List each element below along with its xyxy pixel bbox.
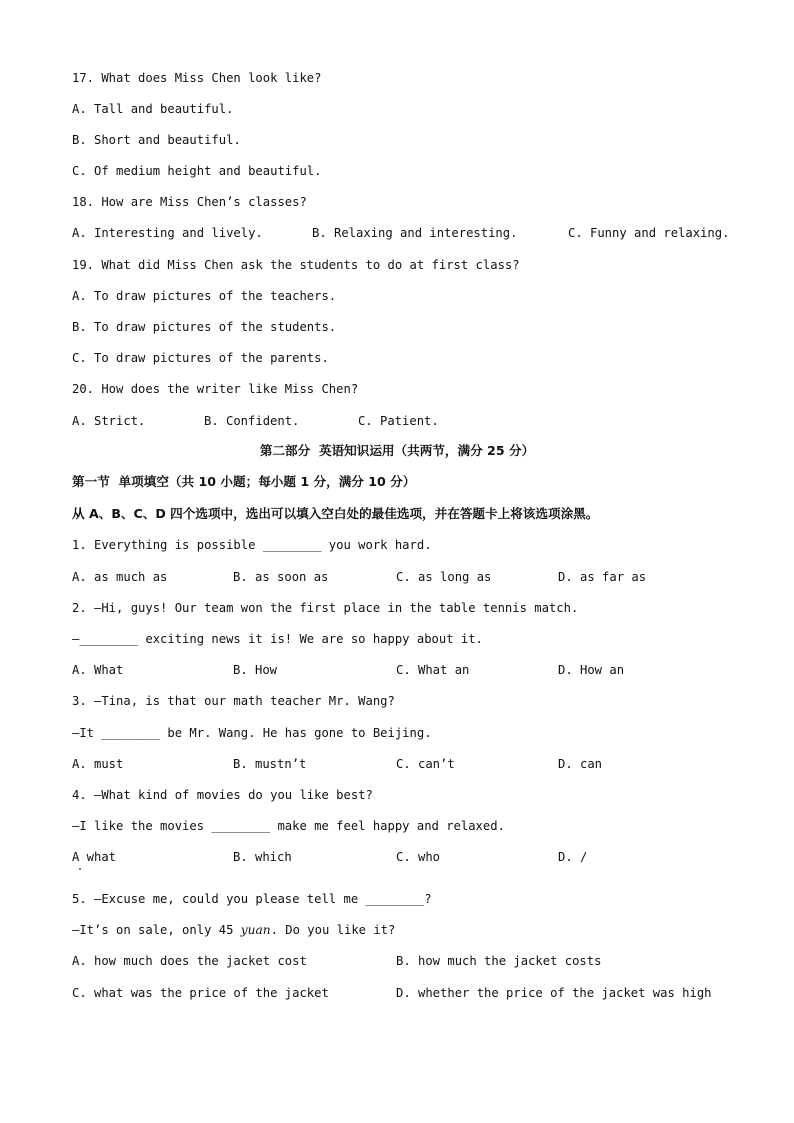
question-2-line-2: —________ exciting news it is! We are so happy about it. (72, 632, 483, 646)
question-4-option-b: B. which (233, 850, 292, 864)
question-20-option-b: B. Confident. (204, 414, 300, 428)
question-5-option-d: D. whether the price of the jacket was high (396, 986, 712, 1000)
question-3-line-2: —It ________ be Mr. Wang. He has gone to Beijing. (72, 726, 432, 740)
question-3-option-d: D. can (558, 757, 603, 771)
question-4-option-d: D. / (558, 850, 588, 864)
question-17-option-a: A. Tall and beautiful. (72, 102, 234, 116)
question-1-option-c: C. as long as (396, 570, 492, 584)
question-2-option-a: A. What (72, 663, 124, 677)
question-2-option-d: D. How an (558, 663, 625, 677)
part-two-heading: 第二部分 英语知识运用（共两节，满分 25 分） (259, 443, 535, 458)
question-19-option-c: C. To draw pictures of the parents. (72, 351, 329, 365)
question-2-line-1: 2. —Hi, guys! Our team won the first place in the table tennis match. (72, 601, 579, 615)
question-3-option-b: B. mustn’t (233, 757, 307, 771)
question-3-option-a: A. must (72, 757, 124, 771)
section-one-title: 第一节 单项填空（共 10 小题；每小题 1 分，满分 10 分） (72, 474, 416, 489)
section-instruction: 从 A、B、C、D 四个选项中，选出可以填入空白处的最佳选项，并在答题卡上将该选项涂黑。 (72, 506, 599, 521)
question-5-option-b: B. how much the jacket costs (396, 954, 602, 968)
question-5-line-1: 5. —Excuse me, could you please tell me ________? (72, 892, 432, 906)
question-18-option-c: C. Funny and relaxing. (568, 226, 730, 240)
question-3-option-c: C. can’t (396, 757, 455, 771)
question-5-option-c: C. what was the price of the jacket (72, 986, 329, 1000)
question-2-option-b: B. How (233, 663, 278, 677)
question-17-option-c: C. Of medium height and beautiful. (72, 164, 322, 178)
question-4-option-a: A what (72, 850, 117, 864)
question-4-line-1: 4. —What kind of movies do you like best? (72, 788, 373, 802)
question-19-option-a: A. To draw pictures of the teachers. (72, 289, 337, 303)
question-17-option-b: B. Short and beautiful. (72, 133, 241, 147)
question-4-line-2: —I like the movies ________ make me feel happy and relaxed. (72, 819, 505, 833)
question-20-option-a: A. Strict. (72, 414, 146, 428)
question-1-option-d: D. as far as (558, 570, 647, 584)
question-18-stem: 18. How are Miss Chen’s classes? (72, 195, 307, 209)
question-1-option-a: A. as much as (72, 570, 168, 584)
question-5-option-a: A. how much does the jacket cost (72, 954, 307, 968)
stray-mark (79, 868, 81, 870)
question-4-option-c: C. who (396, 850, 441, 864)
question-5-yuan-word: yuan (240, 923, 271, 937)
question-3-line-1: 3. —Tina, is that our math teacher Mr. Wang? (72, 694, 395, 708)
question-2-option-c: C. What an (396, 663, 470, 677)
question-18-option-a: A. Interesting and lively. (72, 226, 263, 240)
question-18-option-b: B. Relaxing and interesting. (312, 226, 518, 240)
question-1-option-b: B. as soon as (233, 570, 329, 584)
question-5-line-2-start: —It’s on sale, only 45 (72, 923, 241, 937)
question-19-stem: 19. What did Miss Chen ask the students to do at first class? (72, 258, 520, 272)
question-17-stem: 17. What does Miss Chen look like? (72, 71, 322, 85)
question-20-option-c: C. Patient. (358, 414, 439, 428)
question-20-stem: 20. How does the writer like Miss Chen? (72, 382, 359, 396)
question-5-line-2 (72, 922, 395, 938)
question-19-option-b: B. To draw pictures of the students. (72, 320, 337, 334)
question-1-stem: 1. Everything is possible ________ you work hard. (72, 538, 432, 552)
question-5-line-2-end: . Do you like it? (270, 923, 396, 937)
